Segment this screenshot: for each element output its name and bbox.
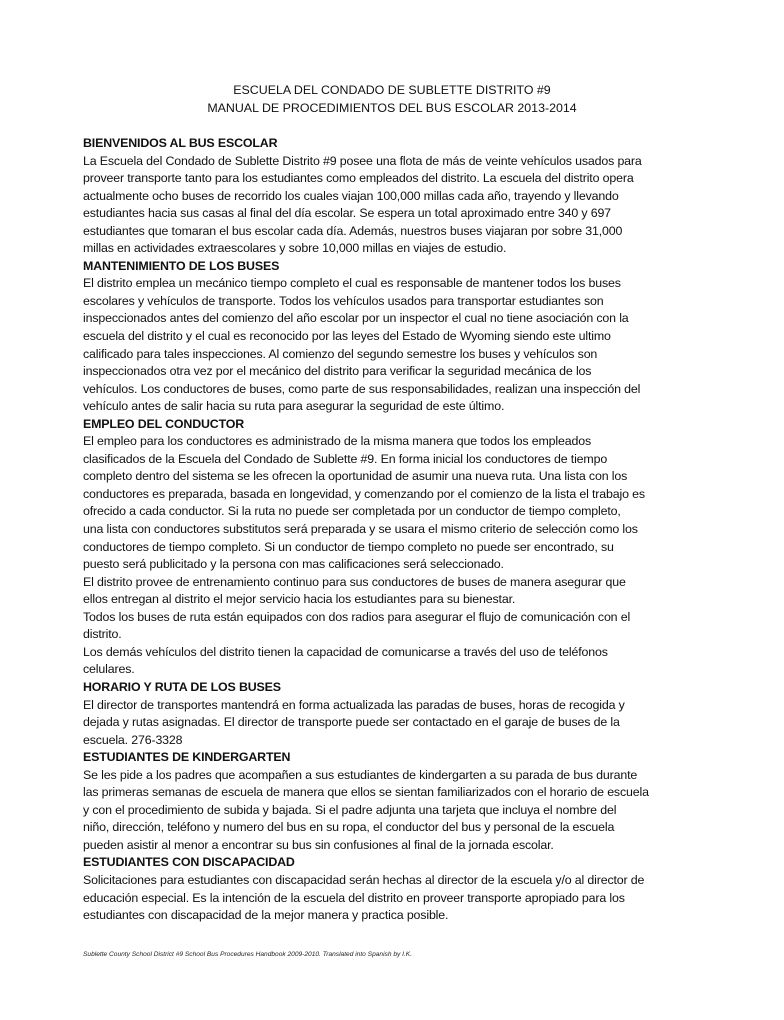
body-text-line: actualmente ocho buses de recorrido los cuales viajan 100,000 millas cada año, trayendo y llevando bbox=[83, 188, 619, 203]
body-text-line: Se les pide a los padres que acompañen a sus estudiantes de kindergarten a su parada de bus durante bbox=[83, 767, 638, 782]
body-text-line: El distrito emplea un mecánico tiempo completo el cual es responsable de mantener todos los buses bbox=[83, 276, 621, 291]
section-heading: ESTUDIANTES CON DISCAPACIDAD bbox=[83, 855, 295, 870]
section-heading: MANTENIMIENTO DE LOS BUSES bbox=[83, 258, 280, 273]
section bbox=[83, 679, 723, 749]
body-text-line: Solicitaciones para estudiantes con discapacidad serán hechas al director de la escuela y/o al director de bbox=[83, 872, 645, 887]
body-text-line: Los demás vehículos del distrito tienen la capacidad de comunicarse a través del uso de teléfonos bbox=[83, 644, 608, 659]
body-text-line: escolares y vehículos de transporte. Todos los vehículos usados para transportar estudiantes son bbox=[83, 293, 604, 308]
body-text-line: celulares. bbox=[83, 662, 135, 677]
title-line-1: ESCUELA DEL CONDADO DE SUBLETTE DISTRITO #9 bbox=[233, 83, 551, 97]
title-line-2: MANUAL DE PROCEDIMIENTOS DEL BUS ESCOLAR 2013-2014 bbox=[207, 100, 577, 115]
footer-note: Sublette County School District #9 School Bus Procedures Handbook 2009-2010. Translated into Spanish by I.K. bbox=[83, 951, 413, 958]
body-text-line: dejada y rutas asignadas. El director de transporte puede ser contactado en el garaje de buses de la bbox=[83, 715, 620, 730]
body-text-line: estudiantes que tomaran el bus escolar cada día. Además, nuestros buses viajaran por sobre 31,000 bbox=[83, 223, 623, 238]
body-text-line: inspeccionados antes del comienzo del año escolar por un inspector el cual no tiene asociación con la bbox=[83, 311, 629, 326]
body-text-line: escuela del distrito y el cual es reconocido por las leyes del Estado de Wyoming siendo este ultimo bbox=[83, 329, 611, 344]
body-text-line: educación especial. Es la intención de la escuela del distrito en proveer transporte apropiado para los bbox=[83, 890, 625, 905]
body-text-line: Todos los buses de ruta están equipados con dos radios para asegurar el flujo de comunicación con el bbox=[83, 609, 631, 624]
body-text-line: millas en actividades extraescolares y sobre 10,000 millas en viajes de estudio. bbox=[83, 241, 507, 256]
document-title bbox=[0, 82, 784, 117]
section bbox=[83, 135, 723, 258]
body-text-line: inspeccionados otra vez por el mecánico del distrito para verificar la seguridad mecánica de los bbox=[83, 364, 592, 379]
body-text-line: El empleo para los conductores es administrado de la misma manera que todos los empleados bbox=[83, 434, 592, 449]
body-text-line: conductores de tiempo completo. Si un conductor de tiempo completo no puede ser encontrado, su bbox=[83, 539, 614, 554]
body-text-line: estudiantes con discapacidad de la mejor manera y practica posible. bbox=[83, 908, 449, 923]
section-heading: HORARIO Y RUTA DE LOS BUSES bbox=[83, 679, 281, 694]
document-body bbox=[83, 135, 723, 925]
section bbox=[83, 854, 723, 924]
body-text-line: vehículos. Los conductores de buses, como parte de sus responsabilidades, realizan una inspección del bbox=[83, 381, 641, 396]
section bbox=[83, 749, 723, 854]
section-heading: ESTUDIANTES DE KINDERGARTEN bbox=[83, 750, 291, 765]
section-heading: EMPLEO DEL CONDUCTOR bbox=[83, 416, 245, 431]
body-text-line: La Escuela del Condado de Sublette Distrito #9 posee una flota de más de veinte vehículos usados para bbox=[83, 153, 642, 168]
body-text-line: las primeras semanas de escuela de manera que ellos se sientan familiarizados con el horario de escuela bbox=[83, 785, 649, 800]
body-text-line: pueden asistir al menor a encontrar su bus sin confusiones al final de la jornada escolar. bbox=[83, 837, 554, 852]
body-text-line: ofrecido a cada conductor. Si la ruta no puede ser completada por un conductor de tiempo completo, bbox=[83, 504, 621, 519]
body-text-line: conductores es preparada, basada en longevidad, y comenzando por el comienzo de la lista el trabajo es bbox=[83, 486, 645, 501]
body-text-line: proveer transporte tanto para los estudiantes como empleados del distrito. La escuela del distrito opera bbox=[83, 171, 634, 186]
body-text-line: calificado para tales inspecciones. Al comienzo del segundo semestre los buses y vehículos son bbox=[83, 346, 598, 361]
body-text-line: ellos entregan al distrito el mejor servicio hacia los estudiantes para su bienestar. bbox=[83, 592, 516, 607]
body-text-line: El distrito provee de entrenamiento continuo para sus conductores de buses de manera asegurar que bbox=[83, 574, 626, 589]
body-text-line: puesto será publicitado y la persona con mas calificaciones será seleccionado. bbox=[83, 557, 504, 572]
body-text-line: clasificados de la Escuela del Condado de Sublette #9. En forma inicial los conductores de tiempo bbox=[83, 451, 608, 466]
section-heading: BIENVENIDOS AL BUS ESCOLAR bbox=[83, 136, 278, 150]
body-text-line: completo dentro del sistema se les ofrecen la oportunidad de asumir una nueva ruta. Una lista con los bbox=[83, 469, 628, 484]
body-text-line: niño, dirección, teléfono y numero del bus en su ropa, el conductor del bus y personal de la escuela bbox=[83, 820, 615, 835]
body-text-line: y con el procedimiento de subida y bajada. Si el padre adjunta una tarjeta que incluya el nombre del bbox=[83, 802, 617, 817]
body-text-line: vehículo antes de salir hacia su ruta para asegurar la seguridad de este último. bbox=[83, 399, 505, 414]
section bbox=[83, 416, 723, 679]
body-text-line: una lista con conductores substitutos será preparada y se usara el mismo criterio de selección como los bbox=[83, 522, 638, 537]
body-text-line: estudiantes hacia sus casas al final del día escolar. Se espera un total aproximado entre 340 y 697 bbox=[83, 206, 611, 221]
body-text-line: escuela. 276-3328 bbox=[83, 732, 183, 747]
body-text-line: distrito. bbox=[83, 627, 122, 642]
section bbox=[83, 258, 723, 416]
body-text-line: El director de transportes mantendrá en forma actualizada las paradas de buses, horas de recogida y bbox=[83, 697, 625, 712]
